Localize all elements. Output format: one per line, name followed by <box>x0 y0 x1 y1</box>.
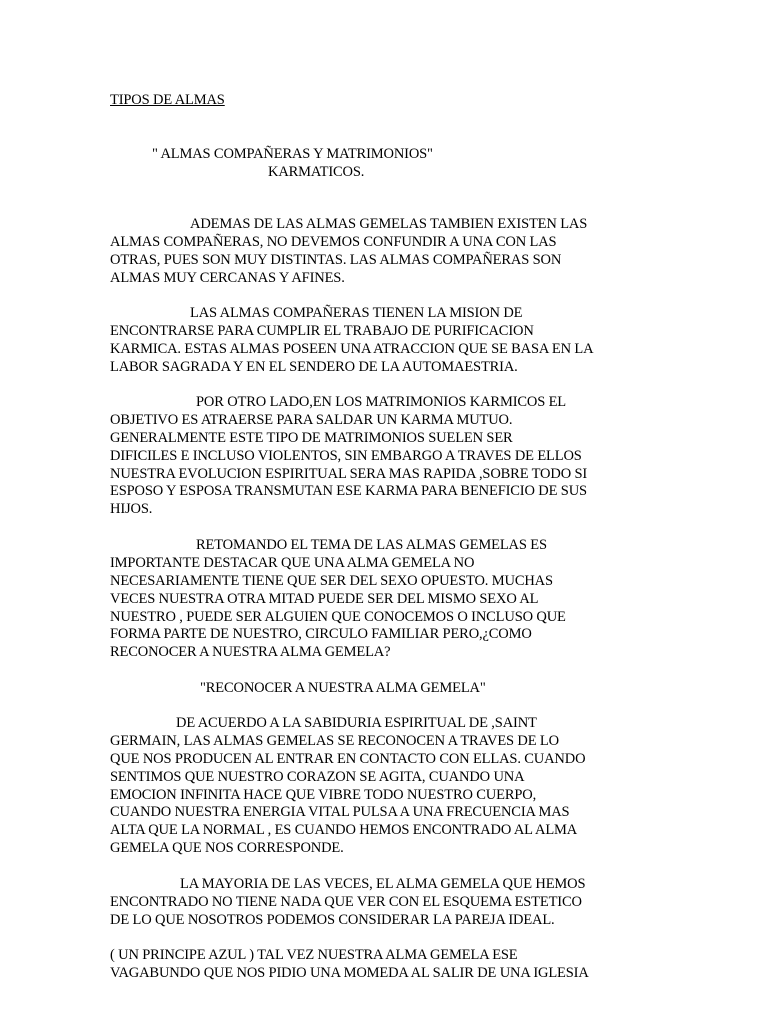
section-heading-line-1: " ALMAS COMPAÑERAS Y MATRIMONIOS" <box>152 146 433 162</box>
paragraph-line: IMPORTANTE DESTACAR QUE UNA ALMA GEMELA NO <box>110 554 475 571</box>
paragraph-1 <box>110 216 666 288</box>
paragraph-line: ( UN PRINCIPE AZUL ) TAL VEZ NUESTRA ALMA GEMELA ESE <box>110 947 518 963</box>
paragraph-line: LABOR SAGRADA Y EN EL SENDERO DE LA AUTOMAESTRIA. <box>110 358 518 375</box>
paragraph-line: CUANDO NUESTRA ENERGIA VITAL PULSA A UNA FRECUENCIA MAS <box>110 804 570 821</box>
paragraph-line: RECONOCER A NUESTRA ALMA GEMELA? <box>110 644 391 661</box>
paragraph-line: DIFICILES E INCLUSO VIOLENTOS, SIN EMBARGO A TRAVES DE ELLOS <box>110 447 582 464</box>
paragraph-line: OBJETIVO ES ATRAERSE PARA SALDAR UN KARMA MUTUO. <box>110 411 513 428</box>
paragraph-line: ALMAS COMPAÑERAS, NO DEVEMOS CONFUNDIR A UNA CON LAS <box>110 233 557 250</box>
paragraph-line: DE ACUERDO A LA SABIDURIA ESPIRITUAL DE ,SAINT <box>176 715 537 731</box>
paragraph-line: EMOCION INFINITA HACE QUE VIBRE TODO NUESTRO CUERPO, <box>110 786 537 803</box>
paragraph-line: QUE NOS PRODUCEN AL ENTRAR EN CONTACTO CON ELLAS. CUANDO <box>110 750 586 767</box>
paragraph-5 <box>110 715 666 858</box>
paragraph-line: HIJOS. <box>110 501 153 518</box>
paragraph-line: NUESTRO , PUEDE SER ALGUIEN QUE CONOCEMOS O INCLUSO QUE <box>110 608 566 625</box>
paragraph-line: GERMAIN, LAS ALMAS GEMELAS SE RECONOCEN A TRAVES DE LO <box>110 732 559 749</box>
paragraph-line: ALMAS MUY CERCANAS Y AFINES. <box>110 269 345 286</box>
paragraph-line: NECESARIAMENTE TIENE QUE SER DEL SEXO OPUESTO. MUCHAS <box>110 572 553 589</box>
paragraph-line: LA MAYORIA DE LAS VECES, EL ALMA GEMELA QUE HEMOS <box>180 876 586 892</box>
paragraph-line: ALTA QUE LA NORMAL , ES CUANDO HEMOS ENCONTRADO AL ALMA <box>110 822 578 839</box>
paragraph-line: GEMELA QUE NOS CORRESPONDE. <box>110 840 344 857</box>
paragraph-line: SENTIMOS QUE NUESTRO CORAZON SE AGITA, CUANDO UNA <box>110 768 525 785</box>
paragraph-2 <box>110 305 666 377</box>
paragraph-line: ENCONTRADO NO TIENE NADA QUE VER CON EL ESQUEMA ESTETICO <box>110 893 582 910</box>
paragraph-line: GENERALMENTE ESTE TIPO DE MATRIMONIOS SUELEN SER <box>110 429 513 446</box>
paragraph-4 <box>110 537 666 662</box>
paragraph-3 <box>110 394 666 519</box>
paragraph-line: ENCONTRARSE PARA CUMPLIR EL TRABAJO DE PURIFICACION <box>110 322 534 339</box>
paragraph-line: ESPOSO Y ESPOSA TRANSMUTAN ESE KARMA PARA BENEFICIO DE SUS <box>110 483 587 500</box>
paragraph-line: DE LO QUE NOSOTROS PODEMOS CONSIDERAR LA PAREJA IDEAL. <box>110 911 555 928</box>
paragraph-7 <box>110 947 666 983</box>
paragraph-line: ADEMAS DE LAS ALMAS GEMELAS TAMBIEN EXISTEN LAS <box>190 216 588 232</box>
paragraph-line: RETOMANDO EL TEMA DE LAS ALMAS GEMELAS ES <box>196 537 547 553</box>
paragraph-line: POR OTRO LADO,EN LOS MATRIMONIOS KARMICOS EL <box>196 394 567 410</box>
paragraph-line: OTRAS, PUES SON MUY DISTINTAS. LAS ALMAS COMPAÑERAS SON <box>110 251 562 268</box>
section-heading-2: "RECONOCER A NUESTRA ALMA GEMELA" <box>200 680 486 696</box>
document-title: TIPOS DE ALMAS <box>110 92 225 108</box>
section-heading-line-2: KARMATICOS. <box>268 164 365 180</box>
paragraph-line: VAGABUNDO QUE NOS PIDIO UNA MOMEDA AL SALIR DE UNA IGLESIA <box>110 964 589 981</box>
paragraph-line: FORMA PARTE DE NUESTRO, CIRCULO FAMILIAR PERO,¿COMO <box>110 626 532 643</box>
paragraph-line: VECES NUESTRA OTRA MITAD PUEDE SER DEL MISMO SEXO AL <box>110 590 539 607</box>
paragraph-6 <box>110 876 666 930</box>
paragraph-line: LAS ALMAS COMPAÑERAS TIENEN LA MISION DE <box>190 305 523 321</box>
paragraph-line: NUESTRA EVOLUCION ESPIRITUAL SERA MAS RAPIDA ,SOBRE TODO SI <box>110 465 588 482</box>
paragraph-line: KARMICA. ESTAS ALMAS POSEEN UNA ATRACCION QUE SE BASA EN LA <box>110 340 594 357</box>
